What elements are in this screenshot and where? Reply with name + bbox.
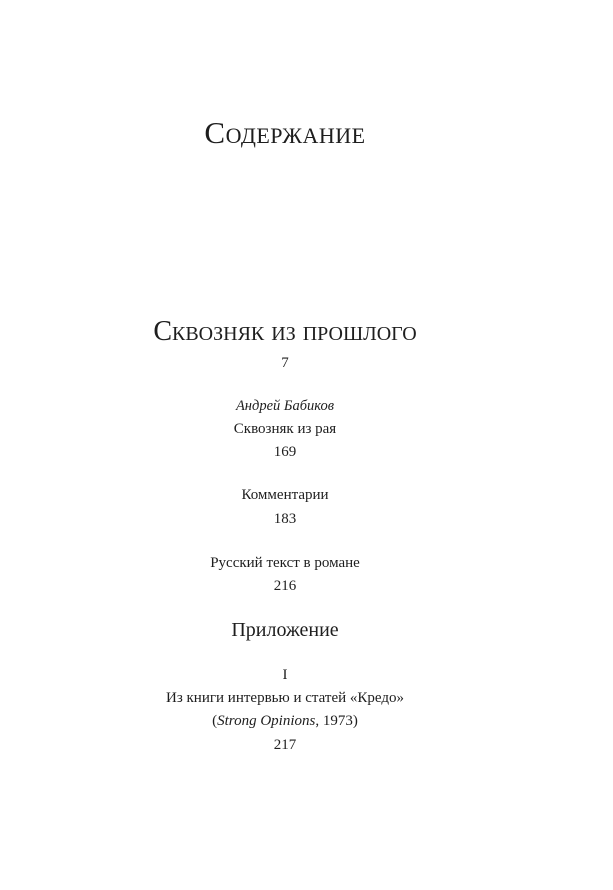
toc-entry-title: Русский текст в романе [210, 555, 360, 571]
toc-entry-page: 217 [273, 737, 297, 753]
appendix-subtitle [0, 713, 570, 730]
toc-entry-title: Сквозняк из рая [233, 421, 337, 437]
toc-entry-author: Андрей Бабиков [235, 398, 335, 414]
appendix-title: Из книги интервью и статей «Кредо» [166, 690, 404, 706]
toc-entry-page: 183 [273, 511, 297, 527]
toc-entry-page: 169 [273, 444, 297, 460]
toc-entry-page: 216 [273, 578, 297, 594]
toc-entry-page: 7 [281, 355, 289, 371]
appendix-section-number: I [282, 667, 288, 683]
page-title: Содержание [204, 115, 366, 150]
appendix-heading: Приложение [231, 619, 339, 641]
appendix-subtitle-italic: Strong Opinions [217, 713, 316, 729]
toc-entry-title: Сквозняк из прошлого [153, 316, 417, 347]
appendix-subtitle-open: ( [212, 713, 218, 729]
appendix-subtitle-rest: , 1973) [315, 713, 358, 729]
toc-entry-title: Комментарии [241, 487, 329, 503]
